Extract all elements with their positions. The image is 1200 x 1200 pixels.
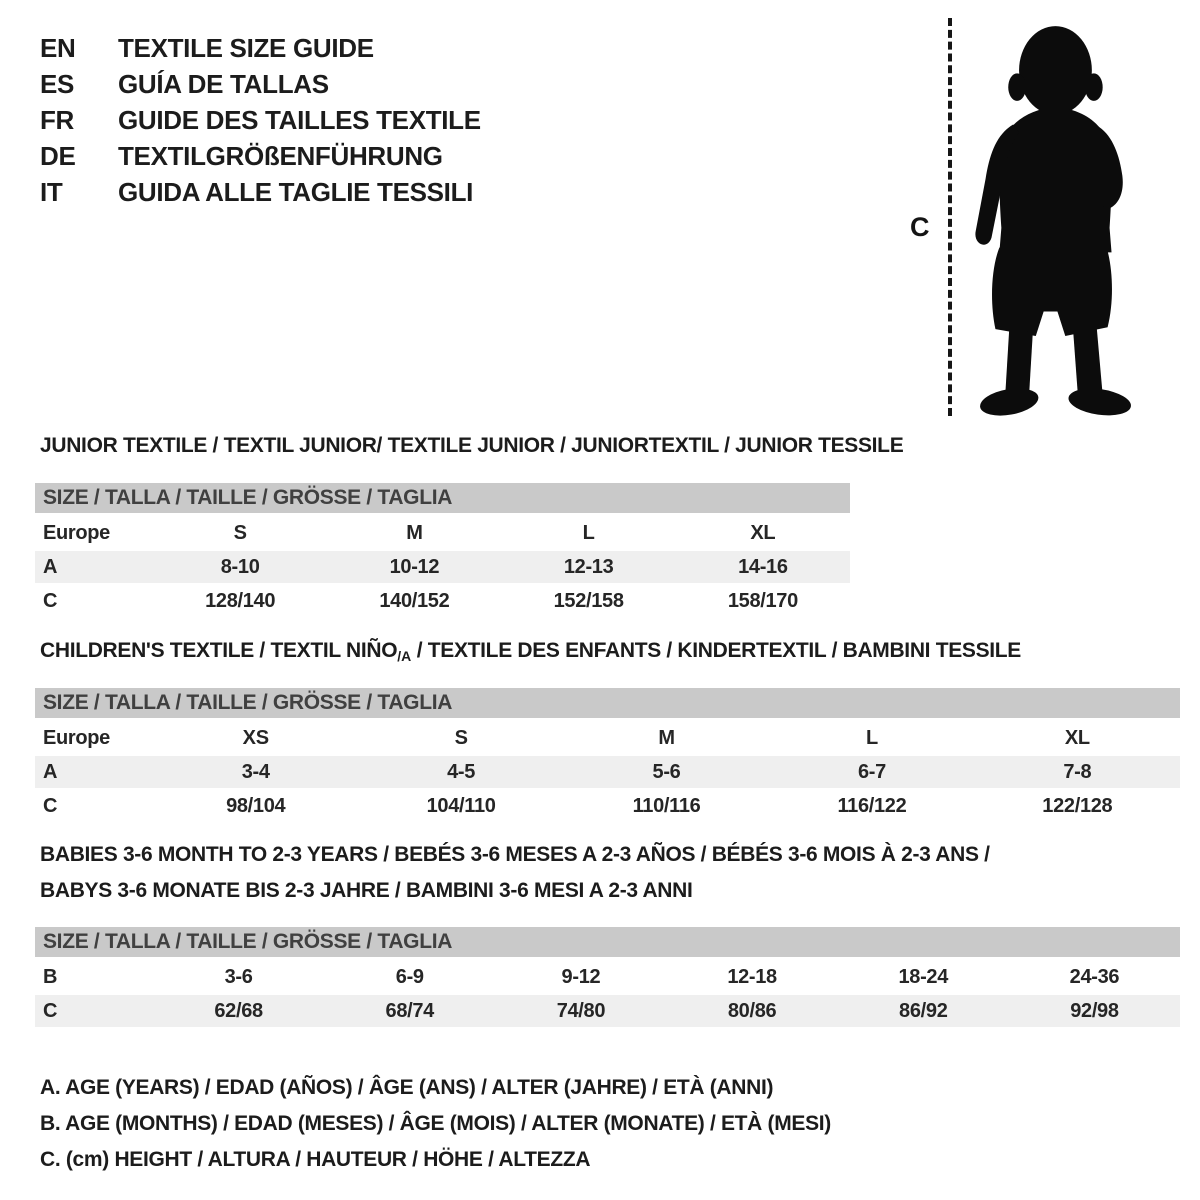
size-value-cell: 6-9 xyxy=(395,966,424,988)
size-table-row-c xyxy=(35,788,1180,822)
size-value-cell: M xyxy=(658,727,675,749)
size-table-row-a xyxy=(35,754,1180,788)
size-value-cell: 6-7 xyxy=(857,761,886,783)
size-value-cell: M xyxy=(406,522,423,544)
size-value-cell: 92/98 xyxy=(1070,1000,1119,1022)
junior-size-table xyxy=(35,483,850,617)
size-value-cell: XS xyxy=(242,727,269,749)
language-code: DE xyxy=(40,141,76,171)
children-title-rest: / TEXTILE DES ENFANTS / KINDERTEXTIL / BAMBINI TESSILE xyxy=(411,639,1021,662)
row-label: B xyxy=(43,966,58,988)
language-title: GUIDA ALLE TAGLIE TESSILI xyxy=(118,177,474,207)
language-title: TEXTILE SIZE GUIDE xyxy=(118,33,374,63)
babies-section-title-line1: BABIES 3-6 MONTH TO 2-3 YEARS / BEBÉS 3-6 MESES A 2-3 AÑOS / BÉBÉS 3-6 MOIS À 2-3 ANS / xyxy=(40,843,990,866)
children-table-rows xyxy=(35,720,1180,822)
size-table-row-europe xyxy=(35,515,850,549)
size-value-cell: S xyxy=(233,522,247,544)
size-value-cell: XL xyxy=(750,522,776,544)
legend-line-2: B. AGE (MONTHS) / EDAD (MESES) / ÂGE (MOIS) / ALTER (MONATE) / ETÀ (MESI) xyxy=(40,1112,831,1135)
size-table-row-a xyxy=(35,549,850,583)
size-value-cell: 24-36 xyxy=(1069,966,1120,988)
language-row-fr xyxy=(40,102,481,138)
size-value-cell: 5-6 xyxy=(652,761,681,783)
size-value-cell: 158/170 xyxy=(727,590,798,612)
children-size-table xyxy=(35,688,1180,822)
junior-table-rows xyxy=(35,515,850,617)
size-value-cell: XL xyxy=(1064,727,1090,749)
size-value-cell: 4-5 xyxy=(447,761,476,783)
language-row-de xyxy=(40,138,481,174)
size-value-cell: L xyxy=(865,727,878,749)
legend-line-3: C. (cm) HEIGHT / ALTURA / HAUTEUR / HÖHE / ALTEZZA xyxy=(40,1148,591,1171)
size-value-cell: 62/68 xyxy=(214,1000,263,1022)
language-row-es xyxy=(40,66,481,102)
row-label: C xyxy=(43,795,58,817)
size-value-cell: 152/158 xyxy=(553,590,624,612)
language-row-it xyxy=(40,174,481,210)
size-value-cell: 86/92 xyxy=(899,1000,948,1022)
language-title: GUÍA DE TALLAS xyxy=(118,69,329,99)
size-value-cell: 140/152 xyxy=(379,590,450,612)
babies-table-rows xyxy=(35,959,1180,1027)
language-title: TEXTILGRÖßENFÜHRUNG xyxy=(118,141,443,171)
babies-section-title-line2: BABYS 3-6 MONATE BIS 2-3 JAHRE / BAMBINI 3-6 MESI A 2-3 ANNI xyxy=(40,879,693,902)
legend-line-1: A. AGE (YEARS) / EDAD (AÑOS) / ÂGE (ANS) / ALTER (JAHRE) / ETÀ (ANNI) xyxy=(40,1076,774,1099)
size-value-cell: 3-6 xyxy=(224,966,253,988)
size-value-cell: 104/110 xyxy=(426,795,496,817)
row-label: A xyxy=(43,556,58,578)
size-value-cell: 14-16 xyxy=(738,556,788,578)
language-list xyxy=(40,30,481,210)
language-code: IT xyxy=(40,177,63,207)
babies-size-table xyxy=(35,927,1180,1027)
size-value-cell: 74/80 xyxy=(556,1000,606,1022)
size-value-cell: 3-4 xyxy=(241,761,270,783)
size-table-row-europe xyxy=(35,720,1180,754)
size-value-cell: 116/122 xyxy=(837,795,907,817)
size-header-bar: SIZE / TALLA / TAILLE / GRÖSSE / TAGLIA xyxy=(35,483,850,513)
size-header-bar: SIZE / TALLA / TAILLE / GRÖSSE / TAGLIA xyxy=(35,927,1180,957)
size-table-row-c xyxy=(35,583,850,617)
language-code: FR xyxy=(40,105,75,135)
size-value-cell: 10-12 xyxy=(389,556,440,578)
size-value-cell: 110/116 xyxy=(632,795,701,817)
row-label: A xyxy=(43,761,58,783)
size-value-cell: 122/128 xyxy=(1042,795,1113,817)
size-value-cell: 8-10 xyxy=(220,556,260,578)
toddler-silhouette-icon xyxy=(962,16,1144,420)
size-value-cell: 18-24 xyxy=(898,966,949,988)
language-row-en xyxy=(40,30,481,66)
children-title-subscript: /A xyxy=(397,648,412,664)
size-table-row-b xyxy=(35,959,1180,993)
junior-section-title: JUNIOR TEXTILE / TEXTIL JUNIOR/ TEXTILE JUNIOR / JUNIORTEXTIL / JUNIOR TESSILE xyxy=(40,434,904,457)
legend xyxy=(40,1070,831,1178)
size-header-bar: SIZE / TALLA / TAILLE / GRÖSSE / TAGLIA xyxy=(35,688,1180,718)
size-value-cell: 12-13 xyxy=(563,556,614,578)
size-value-cell: S xyxy=(454,727,468,749)
size-value-cell: 128/140 xyxy=(205,590,276,612)
size-value-cell: 7-8 xyxy=(1063,761,1092,783)
language-code: EN xyxy=(40,33,76,63)
language-title: GUIDE DES TAILLES TEXTILE xyxy=(118,105,481,135)
row-label: Europe xyxy=(43,522,110,544)
height-measure-dashed-line xyxy=(948,18,952,416)
size-value-cell: 12-18 xyxy=(727,966,777,988)
size-value-cell: 80/86 xyxy=(727,1000,777,1022)
children-section-title xyxy=(40,638,1021,669)
size-value-cell: 9-12 xyxy=(561,966,601,988)
row-label: C xyxy=(43,1000,58,1022)
row-label: C xyxy=(43,590,58,612)
size-value-cell: 68/74 xyxy=(385,1000,434,1022)
row-label: Europe xyxy=(43,727,110,749)
language-code: ES xyxy=(40,69,75,99)
height-measure-label-c: C xyxy=(910,212,930,242)
size-table-row-c xyxy=(35,993,1180,1027)
size-value-cell: 98/104 xyxy=(226,795,286,817)
children-title-text: CHILDREN'S TEXTILE / TEXTIL NIÑO xyxy=(40,639,398,662)
size-value-cell: L xyxy=(582,522,595,544)
